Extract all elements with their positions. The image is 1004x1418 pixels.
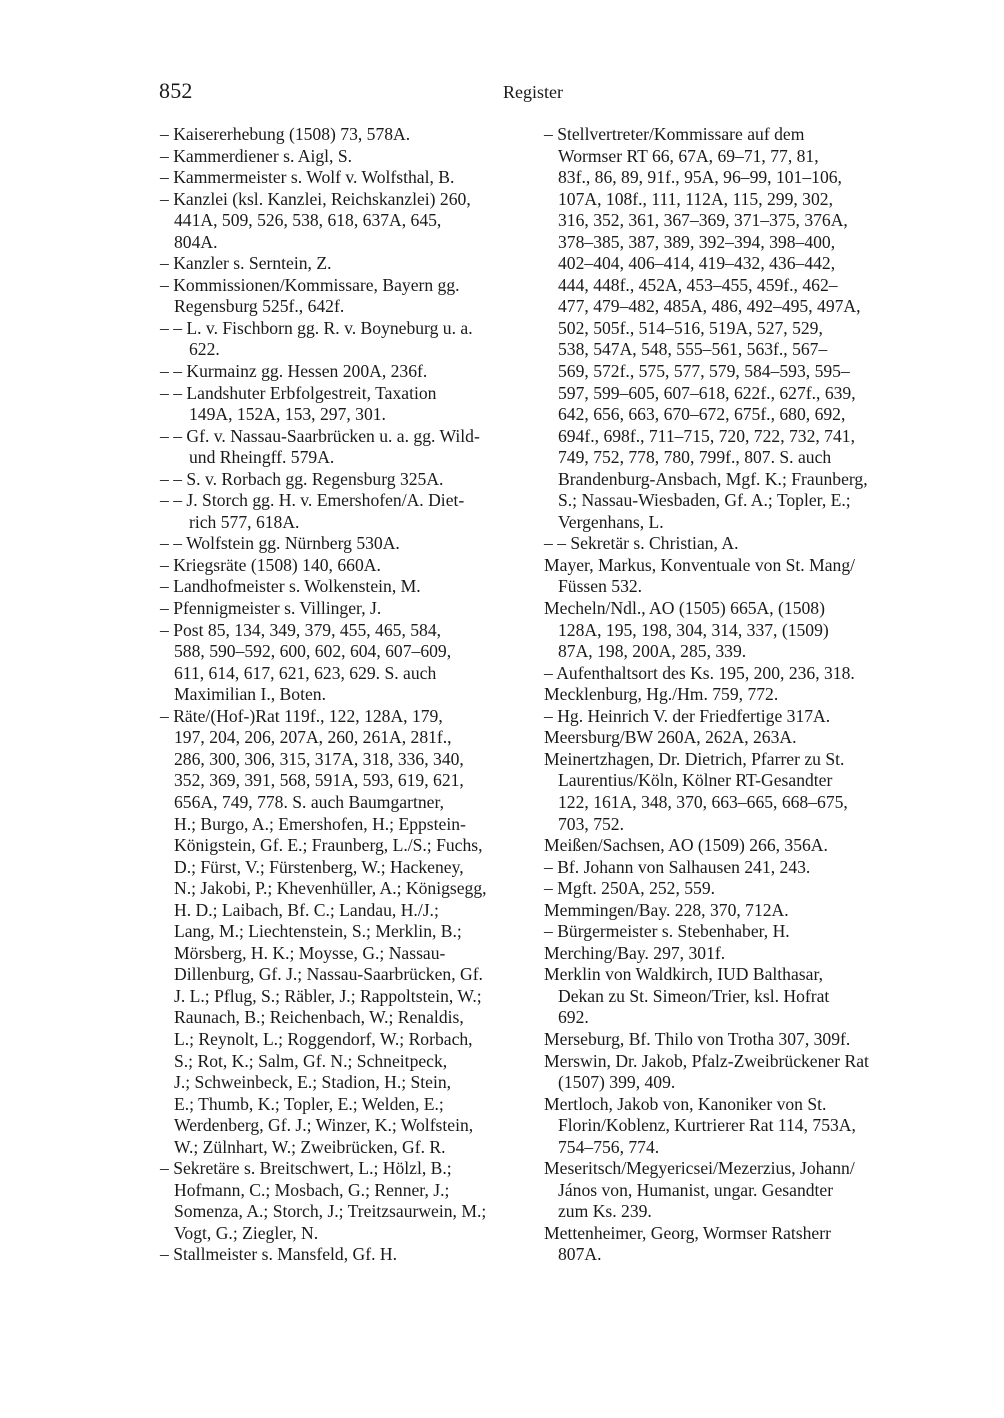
index-entry-continuation: S.; Nassau-Wiesbaden, Gf. A.; Topler, E.; <box>558 490 851 511</box>
index-entry-continuation: Dekan zu St. Simeon/Trier, ksl. Hofrat <box>558 985 830 1006</box>
index-entry-continuation: (1507) 399, 409. <box>558 1072 676 1093</box>
index-entry-continuation: 692. <box>558 1007 589 1028</box>
index-entry-continuation: 128A, 195, 198, 304, 314, 337, (1509) <box>558 619 829 640</box>
index-entry-line: Meersburg/BW 260A, 262A, 263A. <box>544 727 797 748</box>
index-entry-line: Meißen/Sachsen, AO (1509) 266, 356A. <box>544 835 828 856</box>
index-entry-continuation: Füssen 532. <box>558 576 643 597</box>
index-entry-continuation: 807A. <box>558 1244 602 1265</box>
index-entry-line: – Stallmeister s. Mansfeld, Gf. H. <box>160 1244 397 1265</box>
index-entry-line: – Pfennigmeister s. Villinger, J. <box>160 598 382 619</box>
index-entry-continuation: János von, Humanist, ungar. Gesandter <box>558 1179 834 1200</box>
index-entry-line: Merswin, Dr. Jakob, Pfalz-Zweibrückener Rat <box>544 1050 869 1071</box>
index-entry-continuation: 122, 161A, 348, 370, 663–665, 668–675, <box>558 791 848 812</box>
index-entry-continuation: 286, 300, 306, 315, 317A, 318, 336, 340, <box>174 748 464 769</box>
index-entry-continuation: 402–404, 406–414, 419–432, 436–442, <box>558 253 836 274</box>
index-entry-continuation: Somenza, A.; Storch, J.; Treitzsaurwein, M.; <box>174 1201 487 1222</box>
index-entry-line: – – Kurmainz gg. Hessen 200A, 236f. <box>160 361 428 382</box>
index-entry-continuation: J. L.; Pflug, S.; Räbler, J.; Rappoltstein, W.; <box>174 985 482 1006</box>
index-entry-continuation: 149A, 152A, 153, 297, 301. <box>189 404 386 425</box>
index-entry-line: – Stellvertreter/Kommissare auf dem <box>544 124 805 144</box>
index-entry-line: – Hg. Heinrich V. der Friedfertige 317A. <box>544 705 831 726</box>
page-number: 852 <box>159 78 193 103</box>
index-entry-continuation: D.; Fürst, V.; Fürstenberg, W.; Hackeney, <box>174 856 464 877</box>
index-entry-continuation: 444, 448f., 452A, 453–455, 459f., 462– <box>558 274 838 295</box>
index-entry-continuation: 197, 204, 206, 207A, 260, 261A, 281f., <box>174 727 452 748</box>
index-entry-line: – Bf. Johann von Salhausen 241, 243. <box>544 856 811 877</box>
index-entry-continuation: S.; Rot, K.; Salm, Gf. N.; Schneitpeck, <box>174 1050 448 1071</box>
index-entry-line: – – Landshuter Erbfolgestreit, Taxation <box>160 382 437 403</box>
index-entry-continuation: E.; Thumb, K.; Topler, E.; Welden, E.; <box>174 1093 444 1114</box>
index-entry-continuation: Maximilian I., Boten. <box>174 684 326 705</box>
index-entry-continuation: 441A, 509, 526, 538, 618, 637A, 645, <box>174 210 442 231</box>
index-entry-continuation: 597, 599–605, 607–618, 622f., 627f., 639, <box>558 382 856 403</box>
index-entry-continuation: 378–385, 387, 389, 392–394, 398–400, <box>558 231 836 252</box>
index-entry-continuation: rich 577, 618A. <box>189 511 300 532</box>
index-entry-line: Mecheln/Ndl., AO (1505) 665A, (1508) <box>544 598 825 619</box>
index-entry-continuation: L.; Reynolt, L.; Roggendorf, W.; Rorbach, <box>174 1028 473 1049</box>
index-entry-line: Mecklenburg, Hg./Hm. 759, 772. <box>544 684 779 705</box>
index-entry-continuation: 642, 656, 663, 670–672, 675f., 680, 692, <box>558 404 846 425</box>
index-entry-continuation: 477, 479–482, 485A, 486, 492–495, 497A, <box>558 296 861 317</box>
running-head: Register <box>503 82 563 102</box>
index-entry-continuation: Regensburg 525f., 642f. <box>174 296 345 317</box>
index-entry-continuation: zum Ks. 239. <box>558 1201 652 1222</box>
index-column-right <box>544 124 916 1266</box>
index-entry-line: – Landhofmeister s. Wolkenstein, M. <box>160 576 421 597</box>
index-entry-continuation: Königstein, Gf. E.; Fraunberg, L./S.; Fuchs, <box>174 835 483 856</box>
index-entry-line: – Kammermeister s. Wolf v. Wolfsthal, B. <box>160 167 455 188</box>
index-entry-continuation: Wormser RT 66, 67A, 69–71, 77, 81, <box>558 145 819 166</box>
index-entry-line: – – S. v. Rorbach gg. Regensburg 325A. <box>160 468 444 489</box>
index-column-left <box>160 124 532 1266</box>
index-entry-continuation: N.; Jakobi, P.; Khevenhüller, A.; Königsegg, <box>174 878 487 899</box>
index-entry-line: – – Sekretär s. Christian, A. <box>544 533 739 554</box>
index-entry-continuation: 83f., 86, 89, 91f., 95A, 96–99, 101–106, <box>558 167 842 188</box>
index-entry-line: – – L. v. Fischborn gg. R. v. Boyneburg u. a. <box>160 317 473 338</box>
index-entry-line: Mertloch, Jakob von, Kanoniker von St. <box>544 1093 827 1114</box>
index-entry-continuation: Laurentius/Köln, Kölner RT-Gesandter <box>558 770 833 791</box>
index-entry-continuation: 703, 752. <box>558 813 624 834</box>
index-entry-line: Merklin von Waldkirch, IUD Balthasar, <box>544 964 823 985</box>
index-entry-line: – Kommissionen/Kommissare, Bayern gg. <box>160 274 460 295</box>
index-entry-continuation: 87A, 198, 200A, 285, 339. <box>558 641 747 662</box>
index-entry-continuation: und Rheingff. 579A. <box>189 447 335 468</box>
index-entry-continuation: Vogt, G.; Ziegler, N. <box>174 1222 319 1243</box>
index-entry-line: – Kriegsräte (1508) 140, 660A. <box>160 554 381 575</box>
index-entry-continuation: 569, 572f., 575, 577, 579, 584–593, 595– <box>558 361 850 382</box>
index-entry-continuation: 538, 547A, 548, 555–561, 563f., 567– <box>558 339 828 360</box>
index-entry-continuation: 656A, 749, 778. S. auch Baumgartner, <box>174 791 444 812</box>
index-entry-line: Merching/Bay. 297, 301f. <box>544 942 726 963</box>
index-entry-line: – Bürgermeister s. Stebenhaber, H. <box>544 921 790 942</box>
index-entry-continuation: H.; Burgo, A.; Emershofen, H.; Eppstein- <box>174 813 466 834</box>
index-entry-continuation: 694f., 698f., 711–715, 720, 722, 732, 741, <box>558 425 855 446</box>
index-entry-continuation: Dillenburg, Gf. J.; Nassau-Saarbrücken, Gf. <box>174 964 483 985</box>
index-entry-continuation: 749, 752, 778, 780, 799f., 807. S. auch <box>558 447 832 468</box>
index-entry-continuation: Vergenhans, L. <box>558 511 664 532</box>
index-entry-continuation: 622. <box>189 339 220 360</box>
index-entry-line: – Kanzlei (ksl. Kanzlei, Reichskanzlei) 260, <box>160 188 471 209</box>
index-entry-line: Memmingen/Bay. 228, 370, 712A. <box>544 899 789 920</box>
index-entry-continuation: 611, 614, 617, 621, 623, 629. S. auch <box>174 662 437 683</box>
index-entry-line: – Mgft. 250A, 252, 559. <box>544 878 716 899</box>
index-entry-line: Mayer, Markus, Konventuale von St. Mang/ <box>544 554 856 575</box>
index-entry-continuation: J.; Schweinbeck, E.; Stadion, H.; Stein, <box>174 1072 452 1093</box>
index-entry-line: – Sekretäre s. Breitschwert, L.; Hölzl, B.; <box>160 1158 452 1179</box>
index-entry-continuation: 107A, 108f., 111, 112A, 115, 299, 302, <box>558 188 833 209</box>
index-entry-continuation: Werdenberg, Gf. J.; Winzer, K.; Wolfstein, <box>174 1115 474 1136</box>
index-entry-continuation: W.; Zülnhart, W.; Zweibrücken, Gf. R. <box>174 1136 446 1157</box>
index-entry-continuation: Florin/Koblenz, Kurtrierer Rat 114, 753A, <box>558 1115 856 1136</box>
index-entry-line: – Aufenthaltsort des Ks. 195, 200, 236, 318. <box>544 662 855 683</box>
index-entry-line: Meinertzhagen, Dr. Dietrich, Pfarrer zu St. <box>544 748 845 769</box>
index-entry-continuation: Raunach, B.; Reichenbach, W.; Renaldis, <box>174 1007 464 1028</box>
index-entry-continuation: 804A. <box>174 231 218 252</box>
index-entry-line: – Kanzler s. Serntein, Z. <box>160 253 332 274</box>
index-entry-line: – Räte/(Hof-)Rat 119f., 122, 128A, 179, <box>160 705 443 726</box>
index-entry-continuation: 502, 505f., 514–516, 519A, 527, 529, <box>558 317 823 338</box>
index-entry-continuation: 316, 352, 361, 367–369, 371–375, 376A, <box>558 210 848 231</box>
index-entry-continuation: 352, 369, 391, 568, 591A, 593, 619, 621, <box>174 770 464 791</box>
index-entry-continuation: Hofmann, C.; Mosbach, G.; Renner, J.; <box>174 1179 450 1200</box>
index-entry-line: – – Wolfstein gg. Nürnberg 530A. <box>160 533 400 554</box>
index-entry-line: Meseritsch/Megyericsei/Mezerzius, Johann/ <box>544 1158 855 1179</box>
index-entry-continuation: 588, 590–592, 600, 602, 604, 607–609, <box>174 641 452 662</box>
index-entry-continuation: H. D.; Laibach, Bf. C.; Landau, H./J.; <box>174 899 439 920</box>
index-entry-line: – Kammerdiener s. Aigl, S. <box>160 145 353 166</box>
index-entry-continuation: Brandenburg-Ansbach, Mgf. K.; Fraunberg, <box>558 468 868 489</box>
index-entry-line: Mettenheimer, Georg, Wormser Ratsherr <box>544 1222 831 1243</box>
index-entry-continuation: Lang, M.; Liechtenstein, S.; Merklin, B.; <box>174 921 462 942</box>
index-entry-line: Merseburg, Bf. Thilo von Trotha 307, 309f. <box>544 1028 851 1049</box>
index-entry-line: – – J. Storch gg. H. v. Emershofen/A. Diet- <box>160 490 465 511</box>
index-entry-continuation: 754–756, 774. <box>558 1136 660 1157</box>
index-entry-line: – – Gf. v. Nassau-Saarbrücken u. a. gg. Wild- <box>160 425 480 446</box>
index-entry-line: – Post 85, 134, 349, 379, 455, 465, 584, <box>160 619 442 640</box>
index-entry-continuation: Mörsberg, H. K.; Moysse, G.; Nassau- <box>174 942 446 963</box>
index-entry-line: – Kaisererhebung (1508) 73, 578A. <box>160 124 411 144</box>
